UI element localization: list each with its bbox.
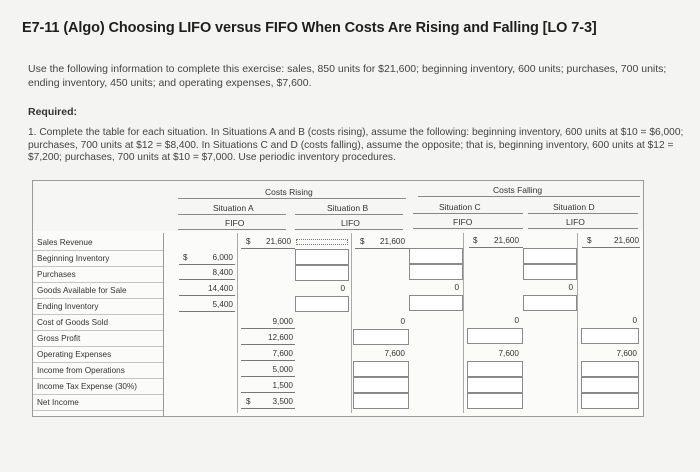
row-label-cogs: Cost of Goods Sold <box>37 318 108 327</box>
d-beginning-inventory-input[interactable] <box>523 248 577 264</box>
row-labels <box>33 233 164 416</box>
rising-underline <box>178 198 406 199</box>
currency-sign: $ <box>246 397 251 406</box>
currency-sign: $ <box>587 236 592 245</box>
requirement-1: 1. Complete the table for each situation. In Situations A and B (costs rising), assume the following: beginning inventory, 600 units at $10 = $6,000; purchases, 700 units at $12 = $8,400. In Situations C and D (costs falling), assume the opposite; that is, beginning inventory, 600 units at $12 = $7,200; purchases, 700 units at $10 = $7,000. Use periodic inventory procedures. <box>28 127 684 163</box>
a-ending-inventory: 5,400 <box>212 300 233 309</box>
method-b: LIFO <box>341 218 360 228</box>
row-label-beginning-inventory: Beginning Inventory <box>37 254 110 263</box>
costs-falling-header: Costs Falling <box>493 185 543 195</box>
col-sep-c <box>463 233 464 413</box>
underline <box>179 295 235 296</box>
currency-sign: $ <box>473 236 478 245</box>
col-sep-b <box>351 233 352 413</box>
b-sales-input[interactable] <box>296 239 348 245</box>
c-income-tax-input[interactable] <box>467 377 523 393</box>
row-label-income-tax: Income Tax Expense (30%) <box>37 382 137 391</box>
a-income-tax: 1,500 <box>272 381 293 390</box>
a-underline <box>178 214 286 215</box>
b-ending-inventory-input[interactable] <box>295 296 349 312</box>
row-divider <box>33 378 163 379</box>
row-divider <box>33 282 163 283</box>
currency-sign: $ <box>246 237 251 246</box>
situation-d-header: Situation D <box>553 202 595 212</box>
method-c: FIFO <box>453 217 473 227</box>
c-beginning-inventory-input[interactable] <box>409 248 463 264</box>
underline <box>241 360 295 361</box>
inventory-table <box>32 180 644 417</box>
currency-sign: $ <box>183 253 188 262</box>
c-operating-expenses: 7,600 <box>498 349 519 358</box>
method-c-underline <box>413 228 523 229</box>
a-sales-revenue: 21,600 <box>265 237 291 246</box>
a-cogs: 9,000 <box>272 317 293 326</box>
b-goods-available: 0 <box>340 284 345 293</box>
a-goods-available: 14,400 <box>207 284 233 293</box>
a-income-from-operations: 5,000 <box>272 365 293 374</box>
b-beginning-inventory-input[interactable] <box>295 249 349 265</box>
underline <box>355 248 409 249</box>
c-net-income-input[interactable] <box>467 393 523 409</box>
d-ending-inventory-input[interactable] <box>523 295 577 311</box>
situation-b-header: Situation B <box>327 203 369 213</box>
d-goods-available: 0 <box>568 283 573 292</box>
c-sales-revenue: 21,600 <box>493 236 519 245</box>
d-net-income-input[interactable] <box>581 393 639 409</box>
situation-a-header: Situation A <box>213 203 254 213</box>
method-d-underline <box>528 228 638 229</box>
page-title: E7-11 (Algo) Choosing LIFO versus FIFO When Costs Are Rising and Falling [LO 7-3] <box>22 20 597 36</box>
a-net-income: 3,500 <box>272 397 293 406</box>
b-gross-profit-input[interactable] <box>353 329 409 345</box>
falling-underline <box>418 196 640 197</box>
row-label-gross-profit: Gross Profit <box>37 334 81 343</box>
row-label-income-from-operations: Income from Operations <box>37 366 125 375</box>
underline <box>582 247 640 248</box>
underline <box>241 392 295 393</box>
underline <box>241 328 295 329</box>
row-label-purchases: Purchases <box>37 270 76 279</box>
col-sep-a <box>237 233 238 413</box>
d-underline <box>528 213 638 214</box>
d-purchases-input[interactable] <box>523 264 577 280</box>
c-income-from-operations-input[interactable] <box>467 361 523 377</box>
d-income-tax-input[interactable] <box>581 377 639 393</box>
underline <box>469 247 523 248</box>
d-cogs: 0 <box>632 316 637 325</box>
row-divider <box>33 362 163 363</box>
row-label-ending-inventory: Ending Inventory <box>37 302 99 311</box>
b-cogs: 0 <box>400 317 405 326</box>
underline <box>179 311 235 312</box>
d-operating-expenses: 7,600 <box>616 349 637 358</box>
required-heading: Required: <box>28 106 78 118</box>
currency-sign: $ <box>360 237 365 246</box>
row-divider <box>33 314 163 315</box>
row-divider <box>33 250 163 251</box>
row-divider <box>33 298 163 299</box>
underline <box>241 248 295 249</box>
b-underline <box>295 214 403 215</box>
d-gross-profit-input[interactable] <box>581 328 639 344</box>
c-ending-inventory-input[interactable] <box>409 295 463 311</box>
c-underline <box>413 213 523 214</box>
c-gross-profit-input[interactable] <box>467 328 523 344</box>
method-b-underline <box>295 229 403 230</box>
method-d: LIFO <box>566 217 585 227</box>
b-operating-expenses: 7,600 <box>384 349 405 358</box>
method-a-underline <box>178 229 286 230</box>
b-income-from-operations-input[interactable] <box>353 361 409 377</box>
a-operating-expenses: 7,600 <box>272 349 293 358</box>
row-label-sales-revenue: Sales Revenue <box>37 238 93 247</box>
a-gross-profit: 12,600 <box>267 333 293 342</box>
b-income-tax-input[interactable] <box>353 377 409 393</box>
row-divider <box>33 410 163 411</box>
row-divider <box>33 330 163 331</box>
method-a: FIFO <box>225 218 245 228</box>
c-goods-available: 0 <box>454 283 459 292</box>
row-label-operating-expenses: Operating Expenses <box>37 350 112 359</box>
underline <box>241 408 295 409</box>
costs-rising-header: Costs Rising <box>265 187 313 197</box>
b-net-income-input[interactable] <box>353 393 409 409</box>
row-divider <box>33 266 163 267</box>
row-label-goods-available: Goods Available for Sale <box>37 286 127 295</box>
d-income-from-operations-input[interactable] <box>581 361 639 377</box>
col-sep-d <box>577 233 578 413</box>
row-divider <box>33 394 163 395</box>
situation-c-header: Situation C <box>439 202 481 212</box>
row-label-net-income: Net Income <box>37 398 79 407</box>
underline <box>179 279 235 280</box>
c-purchases-input[interactable] <box>409 264 463 280</box>
a-beginning-inventory: 6,000 <box>212 253 233 262</box>
exercise-intro: Use the following information to complete this exercise: sales, 850 units for $21,600; beginning inventory, 600 units; purchases, 700 units; ending inventory, 450 units; and operating expenses, $7,600. <box>28 63 667 89</box>
a-purchases: 8,400 <box>212 268 233 277</box>
b-sales-revenue: 21,600 <box>379 237 405 246</box>
row-divider <box>33 346 163 347</box>
b-purchases-input[interactable] <box>295 265 349 281</box>
underline <box>179 264 235 265</box>
c-cogs: 0 <box>514 316 519 325</box>
d-sales-revenue: 21,600 <box>613 236 639 245</box>
underline <box>241 376 295 377</box>
underline <box>241 344 295 345</box>
